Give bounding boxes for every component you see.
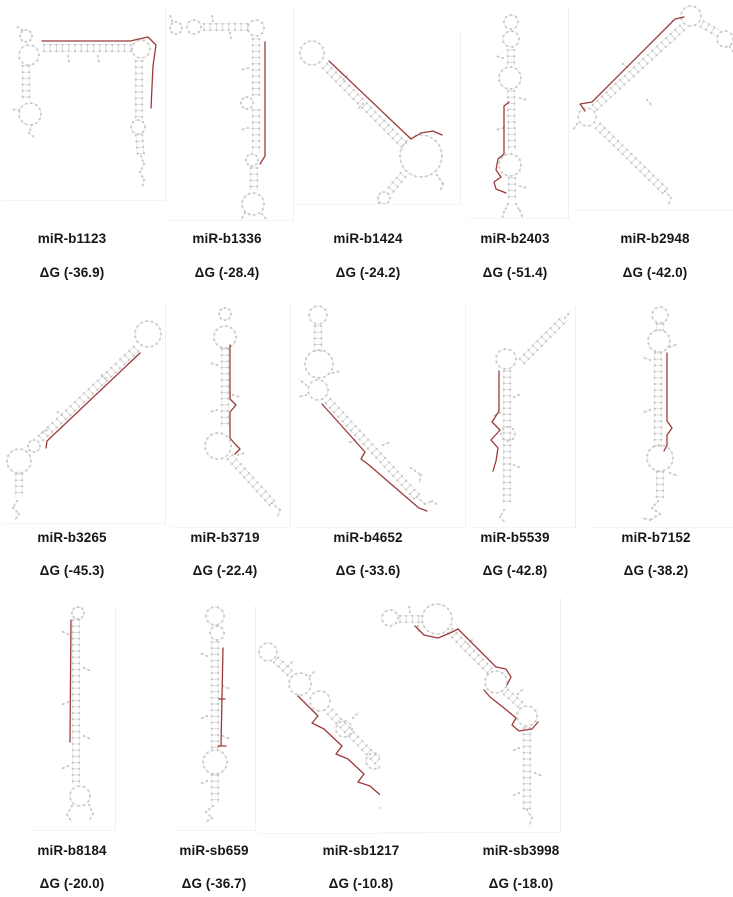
rna-structure-drawing-b7152: [592, 305, 733, 527]
structure-panel-b1123: [2, 8, 166, 201]
structure-panel-b1424: [295, 32, 461, 205]
structure-panel-b1336: [168, 8, 294, 221]
structure-panel-b8184: [30, 606, 116, 831]
rna-structure-drawing-sb659: [175, 606, 255, 830]
rna-structure-drawing-sb3998: [380, 598, 560, 832]
panel-dg-label-b8184: ΔG (-20.0): [39, 876, 105, 891]
structure-panel-b3719: [172, 305, 291, 528]
panel-name-label-b1123: miR-b1123: [37, 231, 107, 246]
structure-panel-b5539: [470, 305, 576, 528]
panel-dg-label-b3265: ΔG (-45.3): [39, 563, 105, 578]
structure-panel-b3265: [2, 305, 166, 524]
panel-name-label-b2403: miR-b2403: [480, 231, 550, 246]
panel-dg-label-b2948: ΔG (-42.0): [622, 265, 688, 280]
structure-panel-sb659: [175, 606, 256, 831]
panel-name-label-b7152: miR-b7152: [621, 530, 691, 545]
panel-dg-label-sb659: ΔG (-36.7): [181, 876, 247, 891]
panel-name-label-b4652: miR-b4652: [333, 530, 403, 545]
rna-structure-drawing-b3265: [2, 305, 165, 523]
panel-dg-label-b2403: ΔG (-51.4): [482, 265, 548, 280]
panel-name-label-b2948: miR-b2948: [620, 231, 690, 246]
panel-name-label-sb3998: miR-sb3998: [482, 843, 560, 858]
rna-structure-drawing-b3719: [172, 305, 290, 527]
rna-structure-drawing-b1336: [168, 8, 293, 220]
structure-panel-b2403: [468, 8, 569, 219]
rna-structure-drawing-b2948: [572, 5, 733, 210]
panel-dg-label-b3719: ΔG (-22.4): [192, 563, 258, 578]
panel-dg-label-b5539: ΔG (-42.8): [482, 563, 548, 578]
rna-structure-drawing-b2403: [468, 8, 568, 218]
structure-panel-b7152: [592, 305, 733, 528]
panel-name-label-b8184: miR-b8184: [37, 843, 107, 858]
panel-name-label-b3265: miR-b3265: [37, 530, 107, 545]
panel-dg-label-b1336: ΔG (-28.4): [194, 265, 260, 280]
panel-dg-label-sb1217: ΔG (-10.8): [328, 876, 394, 891]
structure-panel-b2948: [572, 5, 733, 211]
panel-name-label-sb659: miR-sb659: [179, 843, 249, 858]
rna-structure-drawing-b1123: [2, 8, 165, 200]
panel-dg-label-b1424: ΔG (-24.2): [335, 265, 401, 280]
panel-name-label-b1424: miR-b1424: [333, 231, 403, 246]
rna-structure-drawing-b8184: [30, 606, 115, 830]
rna-structure-drawing-b5539: [470, 305, 575, 527]
panel-dg-label-b4652: ΔG (-33.6): [335, 563, 401, 578]
panel-dg-label-sb3998: ΔG (-18.0): [488, 876, 554, 891]
rna-structure-drawing-b1424: [295, 32, 460, 204]
rna-structure-drawing-b4652: [295, 305, 465, 527]
panel-name-label-b5539: miR-b5539: [480, 530, 550, 545]
structure-panel-b4652: [295, 305, 466, 528]
panel-name-label-sb1217: miR-sb1217: [322, 843, 400, 858]
panel-dg-label-b1123: ΔG (-36.9): [39, 265, 105, 280]
panel-dg-label-b7152: ΔG (-38.2): [623, 563, 689, 578]
structure-panel-sb3998: [380, 598, 561, 833]
panel-name-label-b1336: miR-b1336: [192, 231, 262, 246]
panel-name-label-b3719: miR-b3719: [190, 530, 260, 545]
